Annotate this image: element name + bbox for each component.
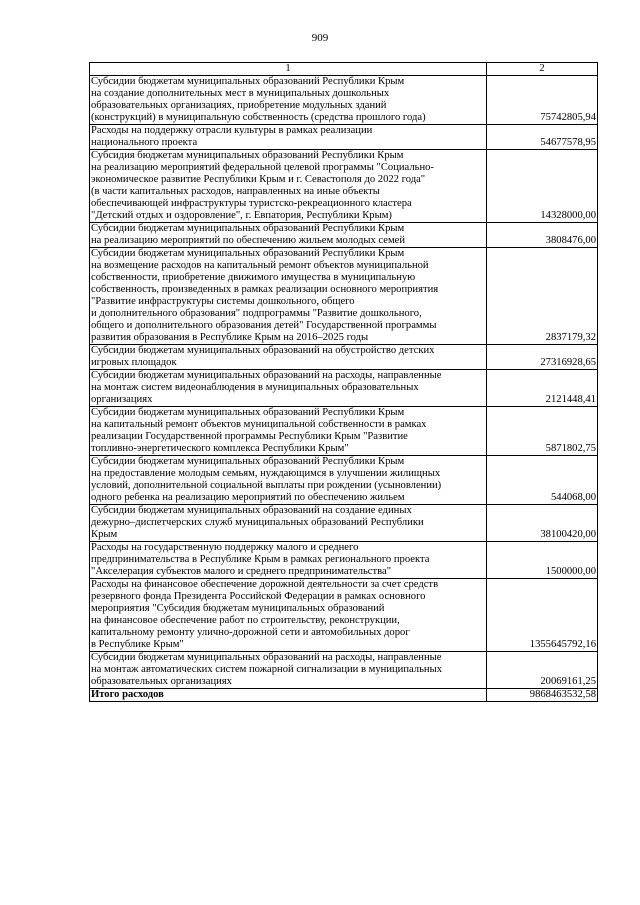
- page-number: 909: [311, 32, 329, 44]
- expense-description: Субсидии бюджетам муниципальных образований на расходы, направленные на монтаж автоматических систем пожарной сигнализации в муниципальных образовательных организациях: [90, 652, 487, 689]
- table-header-row: [90, 63, 598, 76]
- table-row: [90, 370, 598, 407]
- total-label: Итого расходов: [90, 689, 487, 702]
- table-row: [90, 652, 598, 689]
- expense-amount: 27316928,65: [487, 345, 598, 370]
- expense-amount: 14328000,00: [487, 150, 598, 223]
- expense-description: Субсидии бюджетам муниципальных образований на расходы, направленные на монтаж систем видеонаблюдения в муниципальных образовательных организациях: [90, 370, 487, 407]
- expense-amount: 1355645792,16: [487, 579, 598, 652]
- table-row: [90, 150, 598, 223]
- total-row: [90, 689, 598, 702]
- expense-description: Субсидии бюджетам муниципальных образований Республики Крым на возмещение расходов на капитальный ремонт объектов муниципальной собственности, приобретение движимого имущества в муниципальную собственность, произведенных в рамках реализации основного мероприятия "Развитие инфраструктуры системы дошкольного, общего и дополнительного образования" подпрограммы "Развитие дошкольного, общего и дополнительного образования детей" Государственной программы развития образования в Республике Крым на 2016–2025 годы: [90, 248, 487, 345]
- expenditure-table: [89, 62, 598, 702]
- expense-amount: 54677578,95: [487, 125, 598, 150]
- total-amount: 9868463532,58: [487, 689, 598, 702]
- table-row: [90, 76, 598, 125]
- table-row: [90, 542, 598, 579]
- table-row: [90, 505, 598, 542]
- expense-amount: 38100420,00: [487, 505, 598, 542]
- table-row: [90, 125, 598, 150]
- table-row: [90, 579, 598, 652]
- expense-amount: 2121448,41: [487, 370, 598, 407]
- expense-amount: 75742805,94: [487, 76, 598, 125]
- expense-description: Субсидии бюджетам муниципальных образований Республики Крым на предоставление молодым семьям, нуждающимся в улучшении жилищных условий, дополнительной социальной выплаты при рождении (усыновлении) одного ребенка на реализацию мероприятий по обеспечению жильем: [90, 456, 487, 505]
- expense-description: Субсидии бюджетам муниципальных образований на создание единых дежурно–диспетчерских служб муниципальных образований Республики Крым: [90, 505, 487, 542]
- expense-description: Расходы на финансовое обеспечение дорожной деятельности за счет средств резервного фонда Президента Российской Федерации в рамках основного мероприятия "Субсидия бюджетам муниципальных образований на финансовое обеспечение работ по строительству, реконструкции, капитальному ремонту улично-дорожной сети и автомобильных дорог в Республике Крым": [90, 579, 487, 652]
- expense-amount: 3808476,00: [487, 223, 598, 248]
- table-row: [90, 345, 598, 370]
- expense-description: Субсидии бюджетам муниципальных образований Республики Крым на реализацию мероприятий по обеспечению жильем молодых семей: [90, 223, 487, 248]
- expense-description: Субсидии бюджетам муниципальных образований Республики Крым на капитальный ремонт объектов муниципальной собственности в рамках реализации Государственной программы Республики Крым "Развитие топливно-энергетического комплекса Республики Крым": [90, 407, 487, 456]
- table-row: [90, 456, 598, 505]
- expense-description: Субсидии бюджетам муниципальных образований Республики Крым на создание дополнительных мест в муниципальных дошкольных образовательных организациях, приобретение модульных зданий (конструкций) в муниципальную собственность (средства прошлого года): [90, 76, 487, 125]
- expense-amount: 2837179,32: [487, 248, 598, 345]
- expense-description: Субсидия бюджетам муниципальных образований Республики Крым на реализацию мероприятий федеральной целевой программы "Социально- экономическое развитие Республики Крым и г. Севастополя до 2022 года" (в части капитальных расходов, направленных на иные объекты обеспечивающей инфраструктуры туристско-рекреационного кластера "Детский отдых и оздоровление", г. Евпатория, Республики Крым): [90, 150, 487, 223]
- column-header-1: 1: [90, 63, 487, 76]
- table-row: [90, 223, 598, 248]
- expense-description: Расходы на поддержку отрасли культуры в рамках реализации национального проекта: [90, 125, 487, 150]
- column-header-2: 2: [487, 63, 598, 76]
- expense-amount: 20069161,25: [487, 652, 598, 689]
- expense-amount: 5871802,75: [487, 407, 598, 456]
- table-row: [90, 407, 598, 456]
- table-row: [90, 248, 598, 345]
- expense-description: Субсидии бюджетам муниципальных образований на обустройство детских игровых площадок: [90, 345, 487, 370]
- expense-description: Расходы на государственную поддержку малого и среднего предпринимательства в Республике Крым в рамках регионального проекта "Акселерация субъектов малого и среднего предпринимательства": [90, 542, 487, 579]
- expense-amount: 544068,00: [487, 456, 598, 505]
- expense-amount: 1500000,00: [487, 542, 598, 579]
